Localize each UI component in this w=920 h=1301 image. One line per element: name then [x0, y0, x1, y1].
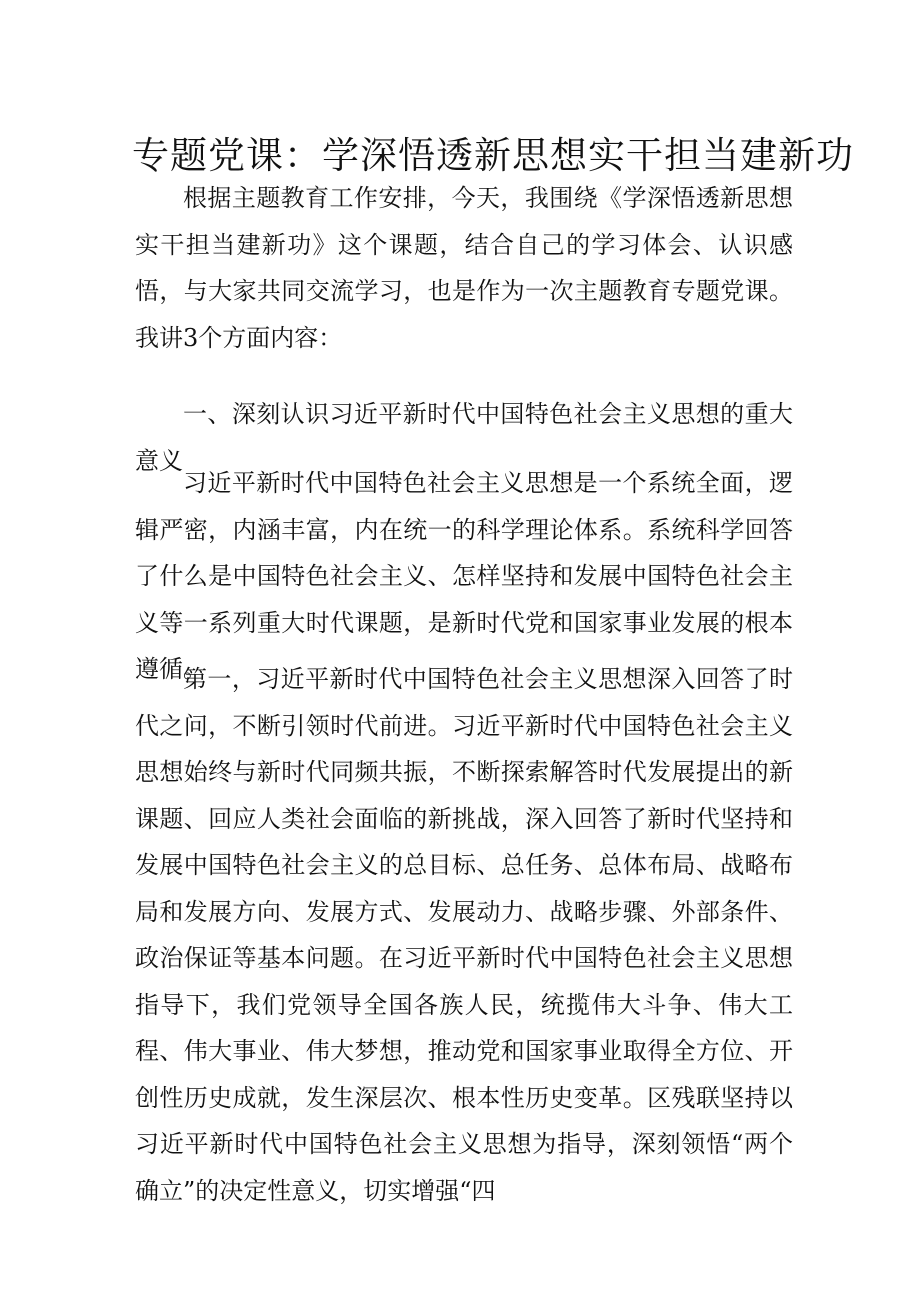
paragraph-first-point: 第一，习近平新时代中国特色社会主义思想深入回答了时代之问，不断引领时代前进。习近平新时代中国特色社会主义思想始终与新时代同频共振，不断探索解答时代发展提出的新课题、回应人类社会面临的新挑战，深入回答了新时代坚持和发展中国特色社会主义的总目标、总任务、总体布局、战略布局和发展方向、发展方式、发展动力、战略步骤、外部条件、政治保证等基本问题。在习近平新时代中国特色社会主义思想指导下，我们党领导全国各族人民，统揽伟大斗争、伟大工程、伟大事业、伟大梦想，推动党和国家事业取得全方位、开创性历史成就，发生深层次、根本性历史变革。区残联坚持以习近平新时代中国特色社会主义思想为指导，深刻领悟“两个确立”的决定性意义，切实增强“四 [135, 665, 793, 1205]
section-heading-1: 一、深刻认识习近平新时代中国特色社会主义思想的重大意义 [135, 400, 793, 475]
page-title: 专题党课：学深悟透新思想实干担当建新功 [132, 134, 854, 177]
paragraph-overview: 习近平新时代中国特色社会主义思想是一个系统全面，逻辑严密，内涵丰富，内在统一的科学理论体系。系统科学回答了什么是中国特色社会主义、怎样坚持和发展中国特色社会主义等一系列重大时代课题，是新时代党和国家事业发展的根本遵循。 [135, 469, 793, 683]
paragraph-intro: 根据主题教育工作安排，今天，我围绕《学深悟透新思想实干担当建新功》这个课题，结合自己的学习体会、认识感悟，与大家共同交流学习，也是作为一次主题教育专题党课。我讲3个方面内容： [135, 184, 793, 352]
